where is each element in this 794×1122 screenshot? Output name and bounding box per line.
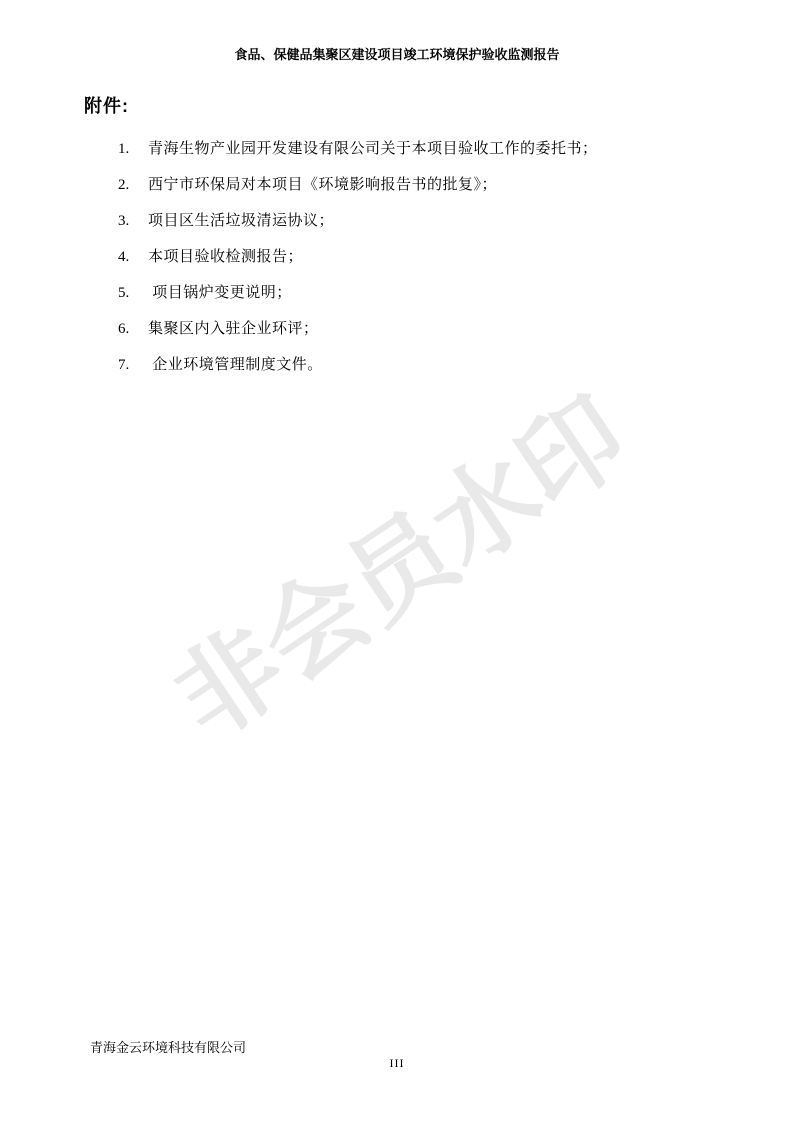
attachment-text: 集聚区内入驻企业环评； [148,321,319,337]
attachment-number: 3. [118,213,130,229]
attachment-item [118,249,734,265]
attachment-text: 企业环境管理制度文件。 [148,357,323,373]
attachment-item [118,177,734,193]
attachment-number: 4. [118,249,130,265]
attachment-text: 青海生物产业园开发建设有限公司关于本项目验收工作的委托书； [148,141,598,157]
attachment-text: 本项目验收检测报告； [148,249,304,265]
attachment-item [118,321,734,337]
attachment-number: 1. [118,141,130,157]
attachment-text: 项目锅炉变更说明； [148,285,292,301]
attachment-item [118,213,734,229]
watermark-text: 非会员水印 [155,376,647,760]
page-header-title: 食品、保健品集聚区建设项目竣工环境保护验收监测报告 [234,47,560,62]
attachment-number: 7. [118,357,130,373]
attachment-number: 2. [118,177,130,193]
attachments-list [118,141,734,393]
attachment-item [118,285,734,301]
page-number: III [389,1056,405,1070]
attachment-number: 6. [118,321,130,337]
attachments-heading: 附件: [84,96,129,116]
attachment-item [118,141,734,157]
footer-company-name: 青海金云环境科技有限公司 [90,1040,247,1055]
attachment-item [118,357,734,373]
attachment-text: 项目区生活垃圾清运协议； [148,213,335,229]
attachment-text: 西宁市环保局对本项目《环境影响报告书的批复》； [148,177,498,193]
attachment-number: 5. [118,285,130,301]
